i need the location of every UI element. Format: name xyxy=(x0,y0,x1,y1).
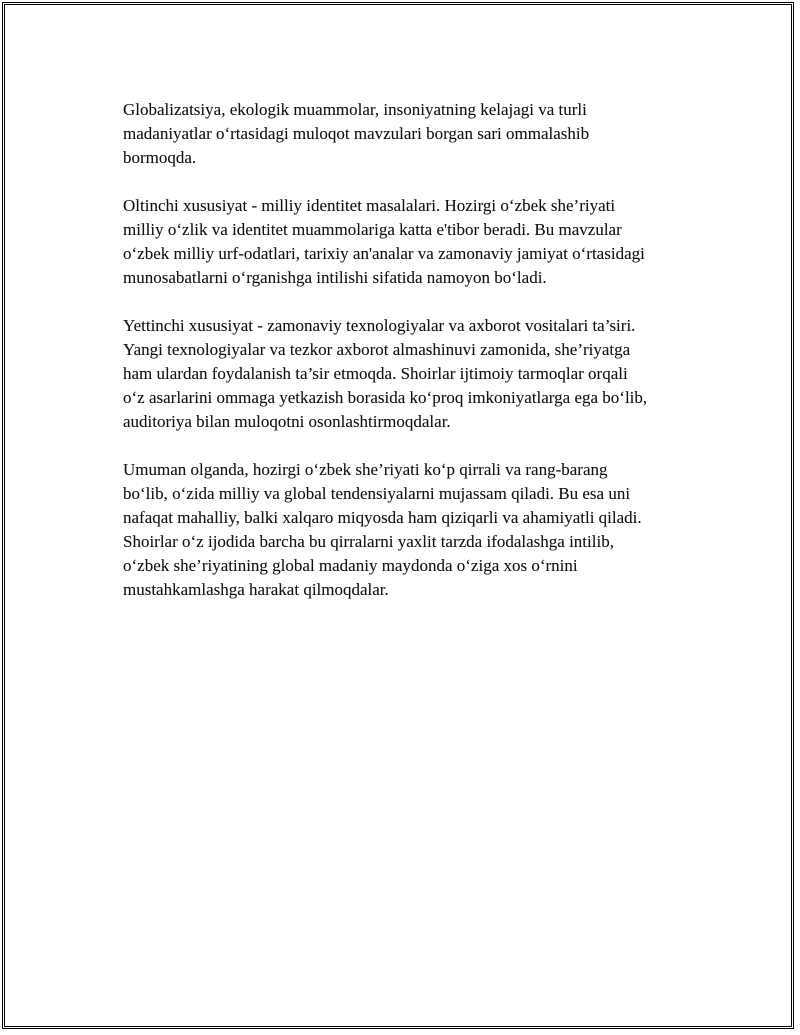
paragraph-conclusion xyxy=(123,458,703,602)
paragraph-seventh-feature xyxy=(123,314,703,434)
text-line: madaniyatlar o‘rtasidagi muloqot mavzulari borgan sari ommalashib xyxy=(123,124,590,143)
text-line: mustahkamlashga harakat qilmoqdalar. xyxy=(123,580,389,599)
page-border xyxy=(2,2,794,1029)
text-line: o‘z asarlarini ommaga yetkazish borasida ko‘proq imkoniyatlarga ega bo‘lib, xyxy=(123,388,648,407)
text-line: bo‘lib, o‘zida milliy va global tendensiyalarni mujassam qiladi. Bu esa uni xyxy=(123,484,631,503)
text-line: Globalizatsiya, ekologik muammolar, insoniyatning kelajagi va turli xyxy=(123,100,587,119)
paragraph-sixth-feature xyxy=(123,194,703,290)
text-line: Yangi texnologiyalar va tezkor axborot almashinuvi zamonida, she’riyatga xyxy=(123,340,631,359)
text-line: o‘zbek milliy urf-odatlari, tarixiy an'analar va zamonaviy jamiyat o‘rtasidagi xyxy=(123,244,645,263)
text-line: o‘zbek she’riyatining global madaniy maydonda o‘ziga xos o‘rnini xyxy=(123,556,578,575)
text-line: nafaqat mahalliy, balki xalqaro miqyosda ham qiziqarli va ahamiyatli qiladi. xyxy=(123,508,642,527)
text-line: Oltinchi xususiyat - milliy identitet masalalari. Hozirgi o‘zbek she’riyati xyxy=(123,196,616,215)
text-line: milliy o‘zlik va identitet muammolariga katta e'tibor beradi. Bu mavzular xyxy=(123,220,622,239)
text-line: munosabatlarni o‘rganishga intilishi sifatida namoyon bo‘ladi. xyxy=(123,268,547,287)
paragraph-globalization xyxy=(123,98,703,170)
text-line: Yettinchi xususiyat - zamonaviy texnologiyalar va axborot vositalari ta’siri. xyxy=(123,316,636,335)
text-line: Shoirlar o‘z ijodida barcha bu qirralarni yaxlit tarzda ifodalashga intilib, xyxy=(123,532,614,551)
text-line: ham ulardan foydalanish ta’sir etmoqda. Shoirlar ijtimoiy tarmoqlar orqali xyxy=(123,364,628,383)
text-line: bormoqda. xyxy=(123,148,197,167)
text-line: Umuman olganda, hozirgi o‘zbek she’riyati ko‘p qirrali va rang-barang xyxy=(123,460,608,479)
text-line: auditoriya bilan muloqotni osonlashtirmoqdalar. xyxy=(123,412,451,431)
document-body xyxy=(123,98,703,626)
